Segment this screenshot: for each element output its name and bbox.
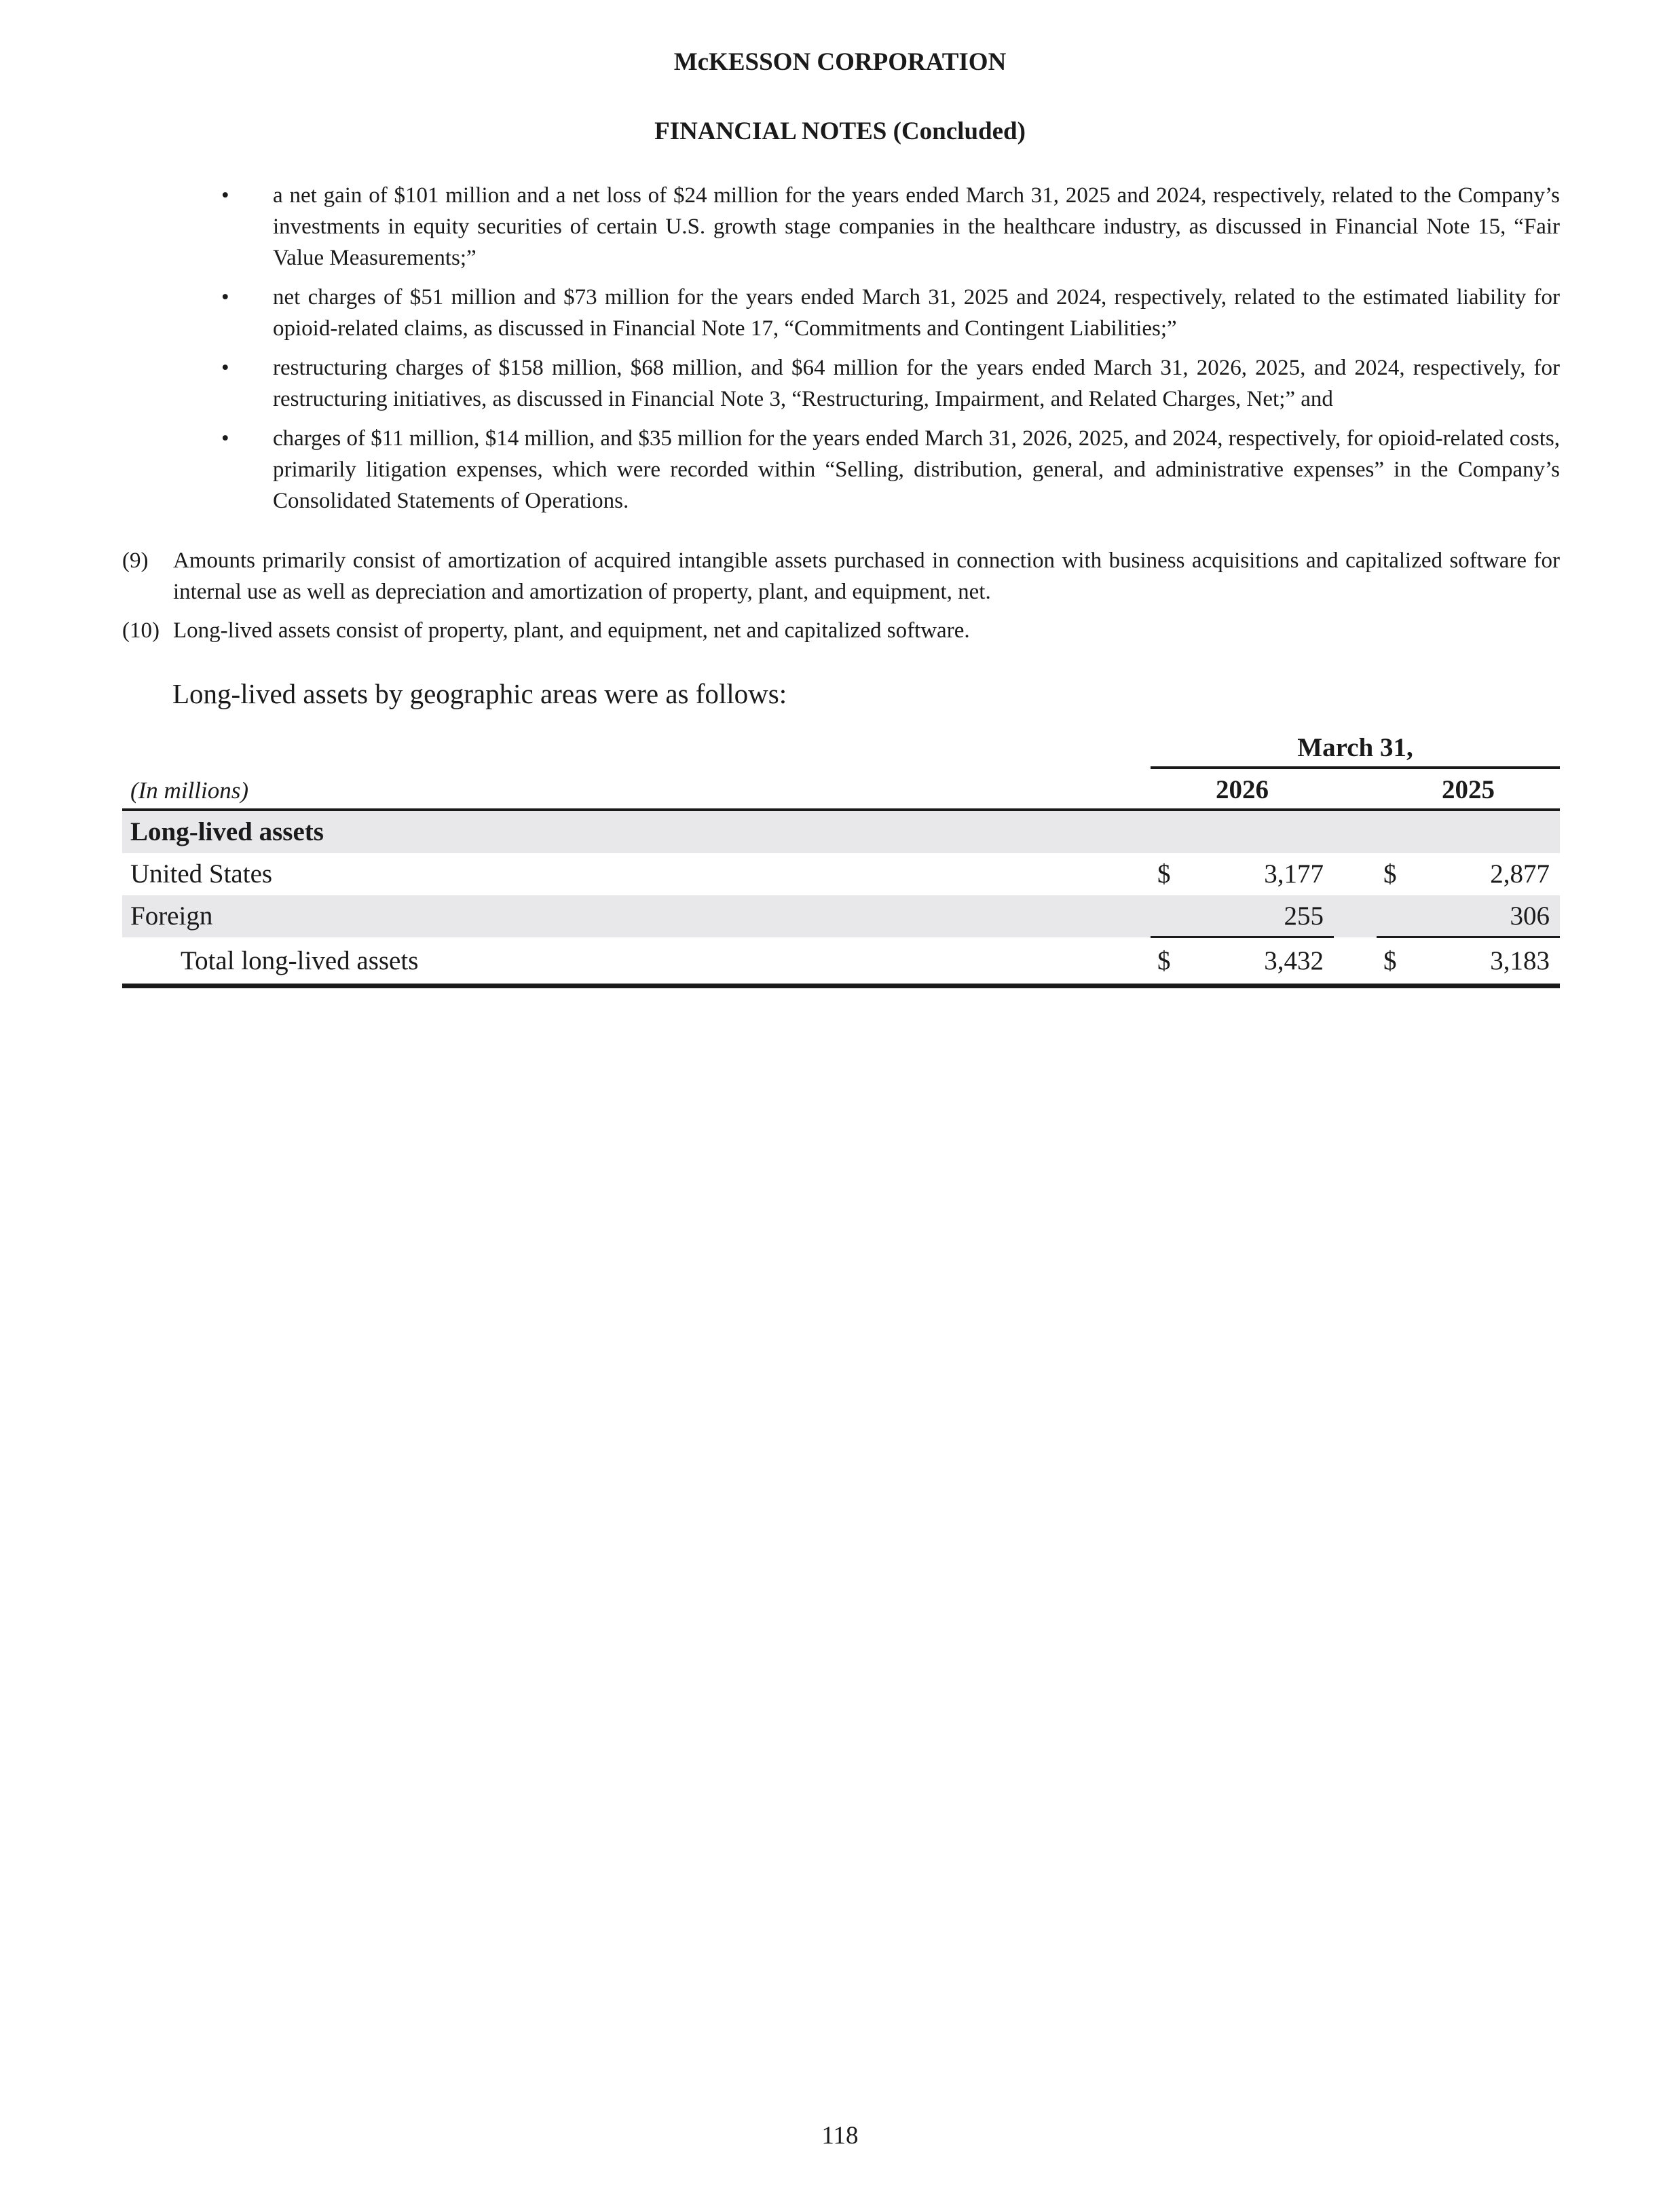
- value-2026: 3,177: [1264, 859, 1324, 888]
- column-header-2026: 2026: [1216, 775, 1269, 804]
- column-group-header: March 31,: [1151, 730, 1560, 769]
- table-intro: Long-lived assets by geographic areas were as follows:: [172, 678, 787, 709]
- table-row: [122, 895, 1560, 937]
- bullet-icon: •: [221, 356, 229, 380]
- section-row: [122, 811, 1560, 853]
- total-row: [122, 940, 1560, 982]
- total-label: Total long-lived assets: [181, 946, 419, 975]
- list-item: [122, 423, 1560, 517]
- bullet-text: net charges of $51 million and $73 million for the years ended March 31, 2025 and 2024, respectively, related to the estimated liability for opioid-related claims, as discussed in Financial Note 17, “Commitments and Contingent Liabilities;”: [273, 285, 1560, 341]
- subtotal-rule: [1377, 936, 1560, 938]
- subtotal-rule: [1151, 936, 1334, 938]
- total-2026: 3,432: [1264, 946, 1324, 975]
- list-item: [122, 180, 1560, 274]
- section-title: FINANCIAL NOTES (Concluded): [654, 117, 1026, 145]
- unit-label: (In millions): [130, 777, 249, 804]
- bullet-text: a net gain of $101 million and a net loss of $24 million for the years ended March 31, 2025 and 2024, respectively, related to the Company’s investments in equity securities of certain U.S. growth stage companies in the healthcare industry, as discussed in Financial Note 15, “Fair Value Measurements;”: [273, 183, 1560, 270]
- row-label: United States: [130, 859, 273, 888]
- bullet-icon: •: [221, 183, 229, 208]
- footnote-9: [122, 545, 1560, 607]
- list-item: [122, 282, 1560, 344]
- currency-symbol: $: [1383, 946, 1397, 975]
- currency-symbol: $: [1383, 859, 1397, 888]
- footnote-number: (10): [122, 618, 160, 643]
- bullet-icon: •: [221, 426, 229, 451]
- total-rule: [122, 984, 1560, 988]
- table-header-row: [122, 772, 1560, 811]
- bullet-list: [122, 180, 1560, 525]
- bullet-icon: •: [221, 285, 229, 310]
- footnote-text: Amounts primarily consist of amortization of acquired intangible assets purchased in connection with business acquisitions and capitalized software for internal use as well as depreciation and amortization of property, plant, and equipment, net.: [173, 548, 1560, 604]
- value-2025: 306: [1510, 901, 1550, 931]
- total-2025: 3,183: [1490, 946, 1550, 975]
- company-name: McKESSON CORPORATION: [673, 48, 1007, 76]
- table-row: [122, 853, 1560, 895]
- currency-symbol: $: [1157, 859, 1171, 888]
- bullet-text: charges of $11 million, $14 million, and $35 million for the years ended March 31, 2026, 2025, and 2024, respectively, for opioid-related costs, primarily litigation expenses, which were recorded within “Selling, distribution, general, and administrative expenses” in the Company’s Consolidated Statements of Operations.: [273, 426, 1560, 513]
- list-item: [122, 352, 1560, 415]
- row-label: Foreign: [130, 901, 213, 931]
- footnote-text: Long-lived assets consist of property, plant, and equipment, net and capitalized software.: [173, 618, 970, 643]
- column-header-2025: 2025: [1442, 775, 1495, 804]
- value-2025: 2,877: [1490, 859, 1550, 888]
- currency-symbol: $: [1157, 946, 1171, 975]
- footnote-10: [122, 615, 1560, 646]
- page-number: 118: [821, 2122, 859, 2150]
- value-2026: 255: [1284, 901, 1324, 931]
- bullet-text: restructuring charges of $158 million, $68 million, and $64 million for the years ended March 31, 2026, 2025, and 2024, respectively, for restructuring initiatives, as discussed in Financial Note 3, “Restructuring, Impairment, and Related Charges, Net;” and: [273, 356, 1560, 411]
- section-label: Long-lived assets: [130, 817, 324, 846]
- footnote-number: (9): [122, 548, 149, 573]
